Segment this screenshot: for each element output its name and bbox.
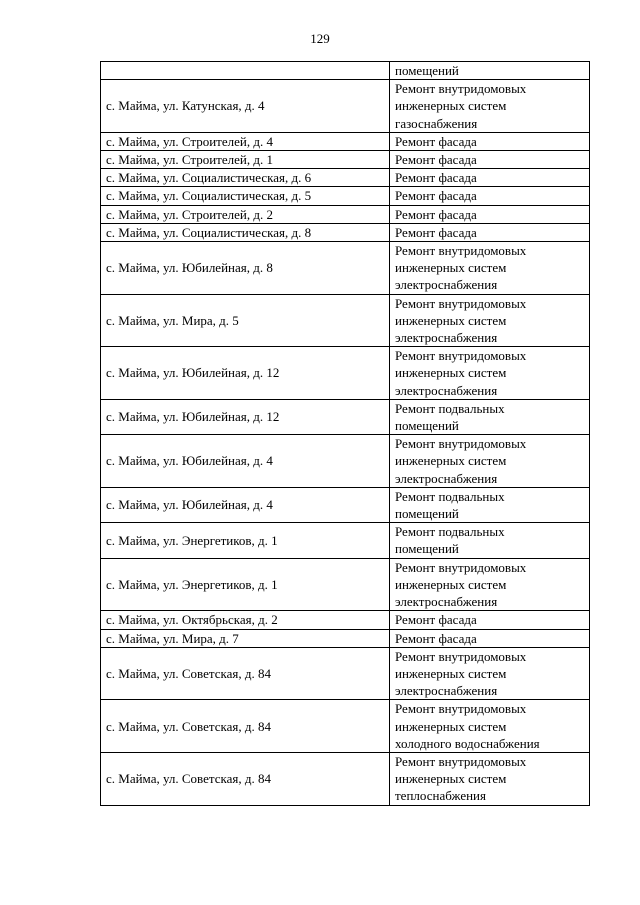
- work-type-cell: Ремонт внутридомовых инженерных систем электроснабжения: [390, 435, 590, 488]
- table-row: [101, 205, 590, 223]
- work-type-cell: Ремонт фасада: [390, 151, 590, 169]
- work-type-cell: Ремонт фасада: [390, 132, 590, 150]
- work-type-cell: Ремонт внутридомовых инженерных систем электроснабжения: [390, 294, 590, 347]
- work-type-cell: Ремонт внутридомовых инженерных систем электроснабжения: [390, 242, 590, 295]
- work-type-cell: Ремонт фасада: [390, 187, 590, 205]
- address-cell: с. Майма, ул. Строителей, д. 4: [101, 132, 390, 150]
- table-row: [101, 242, 590, 295]
- address-cell: с. Майма, ул. Социалистическая, д. 8: [101, 223, 390, 241]
- address-cell: с. Майма, ул. Юбилейная, д. 12: [101, 399, 390, 434]
- address-cell: с. Майма, ул. Советская, д. 84: [101, 700, 390, 753]
- work-type-cell: Ремонт фасада: [390, 169, 590, 187]
- table-row: [101, 629, 590, 647]
- work-type-cell: Ремонт подвальных помещений: [390, 487, 590, 522]
- work-type-cell: Ремонт фасада: [390, 629, 590, 647]
- work-type-cell: Ремонт фасада: [390, 223, 590, 241]
- address-cell: с. Майма, ул. Советская, д. 84: [101, 647, 390, 700]
- address-cell: с. Майма, ул. Юбилейная, д. 4: [101, 487, 390, 522]
- table-row: [101, 700, 590, 753]
- work-type-cell: Ремонт внутридомовых инженерных систем электроснабжения: [390, 647, 590, 700]
- address-cell: с. Майма, ул. Социалистическая, д. 6: [101, 169, 390, 187]
- table-row: [101, 611, 590, 629]
- work-type-cell: помещений: [390, 62, 590, 80]
- address-cell: с. Майма, ул. Мира, д. 7: [101, 629, 390, 647]
- table-row: [101, 558, 590, 611]
- work-type-cell: Ремонт внутридомовых инженерных систем холодного водоснабжения: [390, 700, 590, 753]
- table-row: [101, 647, 590, 700]
- table-row: [101, 169, 590, 187]
- work-type-cell: Ремонт фасада: [390, 611, 590, 629]
- address-cell: с. Майма, ул. Строителей, д. 1: [101, 151, 390, 169]
- table-row: [101, 347, 590, 400]
- table-row: [101, 487, 590, 522]
- work-type-cell: Ремонт внутридомовых инженерных систем теплоснабжения: [390, 752, 590, 805]
- address-cell: с. Майма, ул. Катунская, д. 4: [101, 80, 390, 133]
- work-type-cell: Ремонт подвальных помещений: [390, 523, 590, 558]
- address-cell: с. Майма, ул. Советская, д. 84: [101, 752, 390, 805]
- address-cell: с. Майма, ул. Октябрьская, д. 2: [101, 611, 390, 629]
- address-cell: с. Майма, ул. Энергетиков, д. 1: [101, 558, 390, 611]
- address-cell: с. Майма, ул. Юбилейная, д. 4: [101, 435, 390, 488]
- table-row: [101, 435, 590, 488]
- address-cell: с. Майма, ул. Строителей, д. 2: [101, 205, 390, 223]
- address-cell: с. Майма, ул. Социалистическая, д. 5: [101, 187, 390, 205]
- work-type-cell: Ремонт внутридомовых инженерных систем электроснабжения: [390, 558, 590, 611]
- table-row: [101, 80, 590, 133]
- table-row: [101, 187, 590, 205]
- table-row: [101, 752, 590, 805]
- works-table-body: [101, 62, 590, 806]
- address-cell: с. Майма, ул. Юбилейная, д. 12: [101, 347, 390, 400]
- address-cell: с. Майма, ул. Энергетиков, д. 1: [101, 523, 390, 558]
- work-type-cell: Ремонт внутридомовых инженерных систем электроснабжения: [390, 347, 590, 400]
- table-row: [101, 62, 590, 80]
- address-cell: с. Майма, ул. Мира, д. 5: [101, 294, 390, 347]
- work-type-cell: Ремонт подвальных помещений: [390, 399, 590, 434]
- table-row: [101, 294, 590, 347]
- address-cell: с. Майма, ул. Юбилейная, д. 8: [101, 242, 390, 295]
- table-row: [101, 151, 590, 169]
- table-row: [101, 523, 590, 558]
- work-type-cell: Ремонт фасада: [390, 205, 590, 223]
- work-type-cell: Ремонт внутридомовых инженерных систем газоснабжения: [390, 80, 590, 133]
- address-cell: [101, 62, 390, 80]
- works-table: [100, 61, 590, 806]
- table-row: [101, 223, 590, 241]
- table-row: [101, 132, 590, 150]
- table-row: [101, 399, 590, 434]
- page-number: 129: [310, 31, 330, 46]
